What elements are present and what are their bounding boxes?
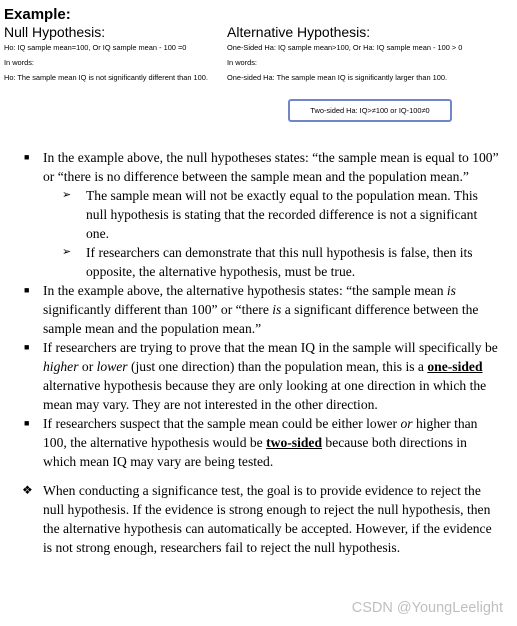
alternative-in-words-text: One-sided Ha: The sample mean IQ is significantly larger than 100. xyxy=(227,73,448,82)
square-bullet-icon: ■ xyxy=(24,285,30,295)
alternative-hypothesis-heading: Alternative Hypothesis: xyxy=(227,24,371,40)
null-formula: Ho: IQ sample mean=100, Or IQ sample mean - 100 =0 xyxy=(4,43,187,52)
example-title: Example: xyxy=(4,6,71,23)
alternative-hypothesis-column xyxy=(227,24,515,83)
list-item: ■ In the example above, the null hypotheses states: “the sample mean is equal to 100” or “there is no difference between the sample mean and the population mean.” xyxy=(24,150,499,184)
two-sided-hypothesis-text: Two-sided Ha: IQ>≠100 or IQ-100≠0 xyxy=(310,106,430,115)
arrow-bullet-icon: ➢ xyxy=(62,246,72,258)
one-sided-term: one-sided xyxy=(427,359,483,374)
list-item: ■ If researchers suspect that the sample mean could be either lower or higher than 100, the alternative hypothesis would be two-sided because both directions in which mean IQ may vary are being tested. xyxy=(24,416,478,469)
list-item: ■ If researchers are trying to prove that the mean IQ in the sample will specifically be higher or lower (just one direction) than the population mean, this is a one-sided alternative hypothesis because they are only looking at one direction in which the mean may vary. They are not interested in the other direction. xyxy=(24,340,498,412)
null-in-words-label: In words: xyxy=(4,58,34,67)
two-sided-hypothesis-box xyxy=(288,99,452,122)
sub-list-item: ➢ The sample mean will not be exactly equal to the population mean. This null hypothesis is stating that the recorded difference is not a significant one. xyxy=(62,188,478,241)
square-bullet-icon: ■ xyxy=(24,342,30,352)
alternative-in-words-label: In words: xyxy=(227,58,257,67)
notes-section xyxy=(0,148,517,557)
conclusion-item: ❖ When conducting a significance test, the goal is to provide evidence to reject the null hypothesis. If the evidence is strong enough to reject the null hypothesis, then the alternative hypothesis can automatically be accepted. However, if the evidence is not strong enough, researchers fail to reject the null hypothesis. xyxy=(22,483,492,555)
sub-list-item: ➢ If researchers can demonstrate that this null hypothesis is false, then its opposite, the alternative hypothesis, must be true. xyxy=(62,245,473,279)
square-bullet-icon: ■ xyxy=(24,418,30,428)
null-hypothesis-heading: Null Hypothesis: xyxy=(4,24,106,40)
null-in-words-text: Ho: The sample mean IQ is not significantly different than 100. xyxy=(4,73,208,82)
two-sided-term: two-sided xyxy=(266,435,323,450)
list-item: ■ In the example above, the alternative hypothesis states: “the sample mean is significantly different than 100” or “there is a significant difference between the sample mean and the population mean.” xyxy=(24,283,479,336)
square-bullet-icon: ■ xyxy=(24,152,30,162)
watermark: CSDN @YoungLeelight xyxy=(351,600,503,616)
arrow-bullet-icon: ➢ xyxy=(62,189,72,201)
diamond-bullet-icon: ❖ xyxy=(22,483,33,497)
alternative-formula: One-Sided Ha: IQ sample mean>100, Or Ha: IQ sample mean - 100 > 0 xyxy=(227,43,463,52)
null-hypothesis-column xyxy=(4,24,219,83)
